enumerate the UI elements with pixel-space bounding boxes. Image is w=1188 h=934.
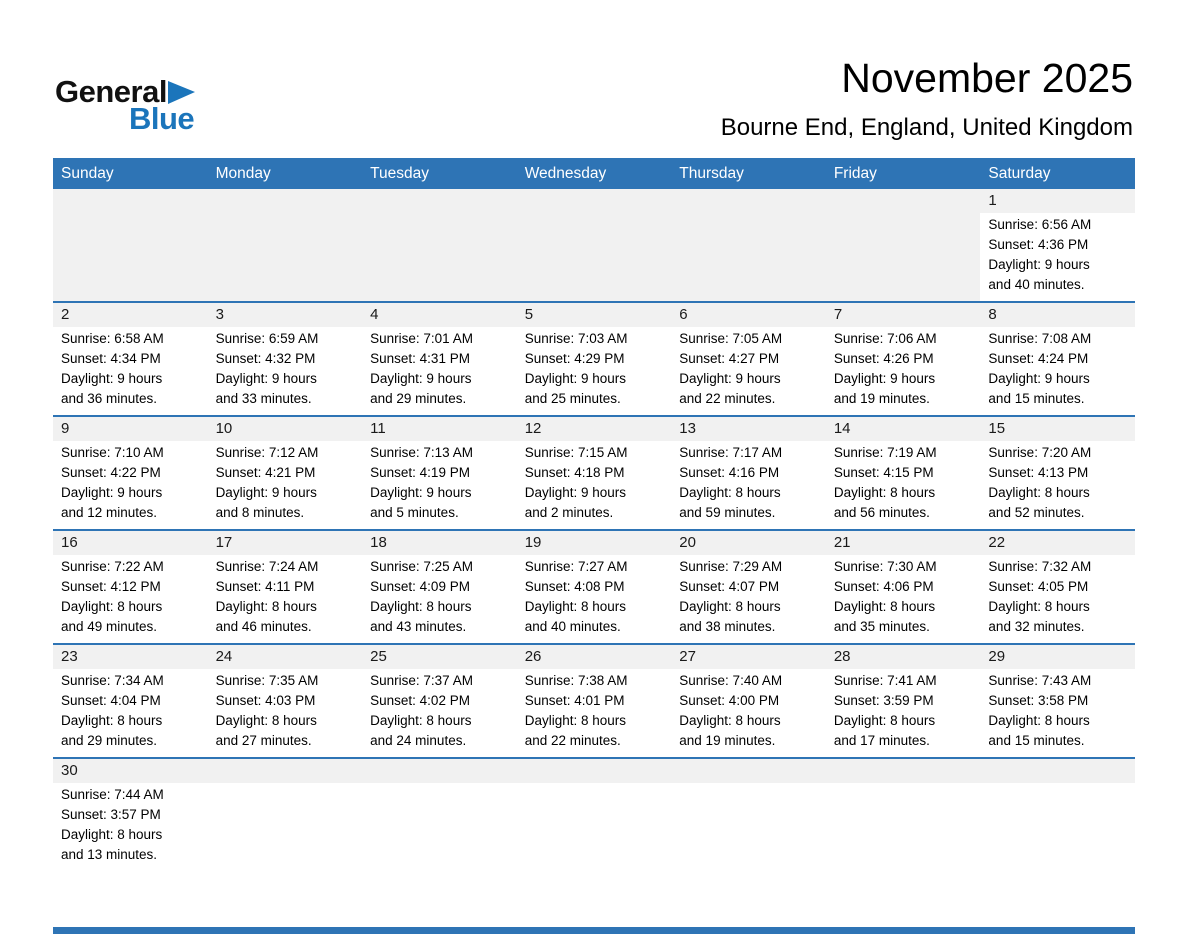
day-cell: [826, 417, 981, 529]
day-detail-line: and 59 minutes.: [679, 505, 776, 520]
day-number: [826, 759, 981, 783]
day-number: 21: [826, 531, 981, 555]
day-cell: [671, 303, 826, 415]
day-number: [980, 759, 1135, 783]
bottom-spacer: [53, 871, 1135, 927]
day-detail-line: Sunrise: 7:08 AM: [988, 331, 1092, 346]
day-detail-line: Sunset: 4:05 PM: [988, 579, 1089, 594]
day-detail-line: and 32 minutes.: [988, 619, 1085, 634]
day-detail-line: and 40 minutes.: [524, 619, 621, 634]
weekday-wednesday: Wednesday: [524, 164, 607, 182]
day-detail-line: Sunrise: 7:30 AM: [833, 559, 937, 574]
day-detail-line: and 27 minutes.: [215, 733, 312, 748]
day-detail-line: Daylight: 8 hours: [679, 713, 781, 728]
day-detail-line: Sunrise: 6:59 AM: [215, 331, 319, 346]
day-cell: [826, 303, 981, 415]
day-number: [208, 759, 363, 783]
day-detail-line: Sunrise: 7:19 AM: [833, 445, 937, 460]
day-details: [826, 555, 981, 643]
page-title: November 2025: [841, 55, 1133, 101]
day-detail-line: Daylight: 9 hours: [988, 257, 1090, 272]
day-details: [980, 783, 1135, 871]
day-detail-line: Daylight: 9 hours: [215, 485, 317, 500]
day-detail-line: Daylight: 8 hours: [833, 599, 936, 614]
day-detail-line: Sunrise: 7:29 AM: [679, 559, 783, 574]
bottom-accent-bar: [53, 927, 1135, 934]
day-details: [53, 669, 208, 757]
day-detail-line: Daylight: 8 hours: [679, 599, 781, 614]
day-number: 28: [826, 645, 981, 669]
day-number: 5: [517, 303, 672, 327]
day-detail-line: Sunrise: 7:20 AM: [988, 445, 1092, 460]
day-detail-line: and 52 minutes.: [988, 505, 1085, 520]
day-number: 26: [517, 645, 672, 669]
day-number: [362, 189, 517, 213]
day-details: [362, 327, 517, 415]
day-cell: [980, 645, 1135, 757]
day-cell: [53, 417, 208, 529]
day-details: [53, 327, 208, 415]
day-details: [980, 327, 1135, 415]
day-detail-line: and 19 minutes.: [679, 733, 776, 748]
day-detail-line: Sunrise: 6:56 AM: [988, 217, 1092, 232]
day-detail-line: and 38 minutes.: [679, 619, 776, 634]
day-details: [671, 213, 826, 301]
empty-cell: [671, 759, 826, 871]
day-detail-line: Sunset: 4:29 PM: [524, 351, 625, 366]
day-number: 27: [671, 645, 826, 669]
day-detail-line: Daylight: 8 hours: [61, 827, 163, 842]
day-detail-line: Sunrise: 7:17 AM: [679, 445, 783, 460]
day-detail-line: Daylight: 8 hours: [215, 713, 317, 728]
day-detail-line: and 40 minutes.: [988, 277, 1085, 292]
day-cell: [826, 645, 981, 757]
day-detail-line: Sunrise: 7:24 AM: [215, 559, 319, 574]
day-detail-line: Sunset: 4:13 PM: [988, 465, 1089, 480]
day-number: 10: [208, 417, 363, 441]
day-details: [517, 213, 672, 301]
day-detail-line: Sunset: 4:06 PM: [833, 579, 934, 594]
empty-cell: [362, 759, 517, 871]
day-details: [362, 555, 517, 643]
day-detail-line: Sunset: 4:00 PM: [679, 693, 780, 708]
day-details: [517, 441, 672, 529]
day-number: 22: [980, 531, 1135, 555]
day-cell: [980, 417, 1135, 529]
day-detail-line: Sunset: 4:24 PM: [988, 351, 1089, 366]
day-detail-line: Daylight: 9 hours: [370, 371, 472, 386]
weekday-sunday: Sunday: [61, 164, 114, 182]
week-row: [53, 757, 1135, 871]
day-detail-line: and 12 minutes.: [61, 505, 158, 520]
day-number: 29: [980, 645, 1135, 669]
day-details: [517, 327, 672, 415]
day-detail-line: Sunrise: 7:32 AM: [988, 559, 1092, 574]
day-detail-line: Daylight: 9 hours: [215, 371, 317, 386]
day-detail-line: and 13 minutes.: [61, 847, 158, 862]
day-detail-line: and 2 minutes.: [524, 505, 614, 520]
weekday-thursday: Thursday: [679, 164, 744, 182]
empty-cell: [208, 189, 363, 301]
day-details: [53, 555, 208, 643]
empty-cell: [517, 189, 672, 301]
day-number: [517, 189, 672, 213]
empty-cell: [980, 759, 1135, 871]
day-detail-line: Sunset: 4:26 PM: [833, 351, 934, 366]
day-detail-line: Sunset: 4:12 PM: [61, 579, 161, 594]
day-detail-line: Sunrise: 7:10 AM: [61, 445, 164, 460]
day-detail-line: Sunset: 4:09 PM: [370, 579, 470, 594]
day-detail-line: Sunrise: 7:12 AM: [215, 445, 319, 460]
day-detail-line: Sunset: 4:07 PM: [679, 579, 780, 594]
day-number: 3: [208, 303, 363, 327]
day-detail-line: and 56 minutes.: [833, 505, 930, 520]
day-detail-line: Sunset: 4:03 PM: [215, 693, 316, 708]
day-detail-line: and 15 minutes.: [988, 733, 1085, 748]
day-number: [208, 189, 363, 213]
day-detail-line: Sunset: 3:59 PM: [833, 693, 934, 708]
week-row: [53, 301, 1135, 415]
day-detail-line: Sunset: 4:15 PM: [833, 465, 934, 480]
day-details: [208, 213, 363, 301]
day-details: [980, 441, 1135, 529]
weekday-monday: Monday: [215, 164, 271, 182]
day-details: [671, 555, 826, 643]
day-detail-line: and 35 minutes.: [833, 619, 930, 634]
day-detail-line: and 25 minutes.: [524, 391, 621, 406]
day-number: 8: [980, 303, 1135, 327]
day-cell: [517, 303, 672, 415]
day-detail-line: and 19 minutes.: [833, 391, 930, 406]
empty-cell: [671, 189, 826, 301]
day-details: [826, 213, 981, 301]
day-detail-line: and 43 minutes.: [370, 619, 467, 634]
day-number: 11: [362, 417, 517, 441]
day-number: 12: [517, 417, 672, 441]
week-row: [53, 189, 1135, 301]
day-cell: [517, 645, 672, 757]
day-detail-line: and 29 minutes.: [370, 391, 467, 406]
day-number: 7: [826, 303, 981, 327]
day-number: [671, 759, 826, 783]
day-number: 1: [980, 189, 1135, 213]
day-details: [671, 669, 826, 757]
day-number: 24: [208, 645, 363, 669]
day-details: [826, 441, 981, 529]
day-number: 16: [53, 531, 208, 555]
day-detail-line: Sunrise: 7:01 AM: [370, 331, 473, 346]
day-number: 13: [671, 417, 826, 441]
day-detail-line: Daylight: 9 hours: [833, 371, 936, 386]
week-row: [53, 643, 1135, 757]
day-detail-line: Sunset: 4:08 PM: [524, 579, 625, 594]
day-detail-line: Daylight: 8 hours: [833, 485, 936, 500]
day-detail-line: Sunset: 4:01 PM: [524, 693, 625, 708]
week-row: [53, 529, 1135, 643]
day-number: 9: [53, 417, 208, 441]
day-details: [362, 213, 517, 301]
day-cell: [362, 303, 517, 415]
day-number: 14: [826, 417, 981, 441]
page-subtitle: Bourne End, England, United Kingdom: [720, 114, 1133, 141]
day-detail-line: Sunset: 4:02 PM: [370, 693, 470, 708]
day-detail-line: Daylight: 8 hours: [524, 599, 627, 614]
day-number: 30: [53, 759, 208, 783]
day-detail-line: Daylight: 8 hours: [524, 713, 627, 728]
day-detail-line: and 22 minutes.: [524, 733, 621, 748]
day-number: 19: [517, 531, 672, 555]
day-detail-line: Sunrise: 7:43 AM: [988, 673, 1092, 688]
day-detail-line: and 24 minutes.: [370, 733, 467, 748]
page-header: [53, 0, 1135, 158]
empty-cell: [208, 759, 363, 871]
day-detail-line: Sunrise: 7:15 AM: [524, 445, 628, 460]
day-cell: [53, 531, 208, 643]
day-detail-line: Sunrise: 7:22 AM: [61, 559, 164, 574]
day-detail-line: Sunset: 4:34 PM: [61, 351, 161, 366]
day-detail-line: and 22 minutes.: [679, 391, 776, 406]
day-number: 20: [671, 531, 826, 555]
calendar-grid: [53, 189, 1135, 871]
weekday-friday: Friday: [833, 164, 877, 182]
empty-cell: [826, 759, 981, 871]
day-detail-line: Sunset: 3:57 PM: [61, 807, 161, 822]
day-detail-line: and 33 minutes.: [215, 391, 312, 406]
day-cell: [362, 531, 517, 643]
logo: [55, 76, 195, 134]
day-number: 17: [208, 531, 363, 555]
day-details: [671, 327, 826, 415]
empty-cell: [362, 189, 517, 301]
day-detail-line: Sunset: 4:21 PM: [215, 465, 316, 480]
day-details: [53, 213, 208, 301]
day-detail-line: Daylight: 8 hours: [988, 713, 1090, 728]
weekday-saturday: Saturday: [988, 164, 1051, 182]
day-detail-line: Sunrise: 7:25 AM: [370, 559, 473, 574]
calendar-page: [53, 0, 1135, 934]
day-cell: [980, 189, 1135, 301]
day-details: [53, 783, 208, 871]
day-detail-line: Daylight: 8 hours: [833, 713, 936, 728]
day-details: [826, 783, 981, 871]
day-detail-line: Daylight: 9 hours: [988, 371, 1090, 386]
day-cell: [53, 303, 208, 415]
logo-text-general: General: [55, 74, 167, 109]
day-details: [671, 441, 826, 529]
day-detail-line: Sunrise: 7:06 AM: [833, 331, 937, 346]
day-detail-line: Sunset: 4:18 PM: [524, 465, 625, 480]
day-detail-line: and 49 minutes.: [61, 619, 158, 634]
day-detail-line: Sunset: 4:19 PM: [370, 465, 470, 480]
day-cell: [53, 759, 208, 871]
day-details: [517, 783, 672, 871]
empty-cell: [826, 189, 981, 301]
day-cell: [362, 417, 517, 529]
day-details: [208, 783, 363, 871]
day-cell: [362, 645, 517, 757]
weekday-header-row: [53, 158, 1135, 189]
day-detail-line: Sunset: 4:16 PM: [679, 465, 780, 480]
day-detail-line: and 5 minutes.: [370, 505, 459, 520]
day-number: 18: [362, 531, 517, 555]
day-number: [517, 759, 672, 783]
day-details: [517, 669, 672, 757]
day-number: 2: [53, 303, 208, 327]
day-number: [671, 189, 826, 213]
day-details: [671, 783, 826, 871]
day-number: 15: [980, 417, 1135, 441]
day-details: [208, 669, 363, 757]
day-details: [362, 783, 517, 871]
day-detail-line: Daylight: 8 hours: [61, 599, 163, 614]
day-cell: [517, 531, 672, 643]
day-cell: [826, 531, 981, 643]
day-detail-line: Sunset: 4:31 PM: [370, 351, 470, 366]
day-detail-line: Daylight: 9 hours: [370, 485, 472, 500]
weekday-tuesday: Tuesday: [370, 164, 430, 182]
empty-cell: [53, 189, 208, 301]
day-detail-line: Daylight: 8 hours: [679, 485, 781, 500]
day-detail-line: Sunrise: 7:38 AM: [524, 673, 628, 688]
day-details: [208, 441, 363, 529]
day-detail-line: Sunrise: 7:03 AM: [524, 331, 628, 346]
day-detail-line: Daylight: 8 hours: [61, 713, 163, 728]
day-number: 23: [53, 645, 208, 669]
day-detail-line: Sunrise: 7:05 AM: [679, 331, 783, 346]
day-number: 6: [671, 303, 826, 327]
day-detail-line: Sunset: 4:04 PM: [61, 693, 161, 708]
day-details: [826, 669, 981, 757]
day-detail-line: Sunset: 4:27 PM: [679, 351, 780, 366]
day-details: [980, 555, 1135, 643]
day-cell: [208, 531, 363, 643]
day-detail-line: Daylight: 9 hours: [61, 485, 163, 500]
day-detail-line: and 8 minutes.: [215, 505, 305, 520]
day-detail-line: and 17 minutes.: [833, 733, 930, 748]
day-number: 25: [362, 645, 517, 669]
day-detail-line: and 36 minutes.: [61, 391, 158, 406]
day-cell: [517, 417, 672, 529]
day-detail-line: Sunset: 4:22 PM: [61, 465, 161, 480]
day-detail-line: Daylight: 9 hours: [524, 371, 627, 386]
day-details: [980, 669, 1135, 757]
day-detail-line: Daylight: 9 hours: [524, 485, 627, 500]
day-details: [826, 327, 981, 415]
day-cell: [208, 645, 363, 757]
day-details: [208, 327, 363, 415]
day-detail-line: and 15 minutes.: [988, 391, 1085, 406]
day-number: [53, 189, 208, 213]
day-details: [362, 441, 517, 529]
day-detail-line: Sunrise: 6:58 AM: [61, 331, 164, 346]
day-detail-line: Daylight: 8 hours: [988, 599, 1090, 614]
title-block: [720, 55, 1133, 142]
day-detail-line: Sunrise: 7:44 AM: [61, 787, 164, 802]
day-detail-line: Daylight: 8 hours: [370, 599, 472, 614]
day-details: [980, 213, 1135, 301]
day-detail-line: Daylight: 8 hours: [370, 713, 472, 728]
day-detail-line: Sunset: 4:11 PM: [215, 579, 315, 594]
day-cell: [208, 303, 363, 415]
day-cell: [980, 303, 1135, 415]
day-detail-line: Sunrise: 7:13 AM: [370, 445, 473, 460]
day-details: [362, 669, 517, 757]
day-detail-line: Sunset: 4:32 PM: [215, 351, 316, 366]
week-row: [53, 415, 1135, 529]
day-detail-line: Daylight: 9 hours: [679, 371, 781, 386]
day-detail-line: Sunset: 3:58 PM: [988, 693, 1089, 708]
day-details: [517, 555, 672, 643]
day-detail-line: Daylight: 8 hours: [988, 485, 1090, 500]
day-details: [208, 555, 363, 643]
day-cell: [980, 531, 1135, 643]
day-detail-line: Daylight: 8 hours: [215, 599, 317, 614]
empty-cell: [517, 759, 672, 871]
day-number: [826, 189, 981, 213]
day-detail-line: and 29 minutes.: [61, 733, 158, 748]
day-detail-line: Sunset: 4:36 PM: [988, 237, 1089, 252]
day-number: [362, 759, 517, 783]
day-cell: [671, 531, 826, 643]
day-detail-line: and 46 minutes.: [215, 619, 312, 634]
day-detail-line: Sunrise: 7:35 AM: [215, 673, 319, 688]
day-cell: [208, 417, 363, 529]
day-number: 4: [362, 303, 517, 327]
day-detail-line: Sunrise: 7:40 AM: [679, 673, 783, 688]
day-details: [53, 441, 208, 529]
day-detail-line: Sunrise: 7:34 AM: [61, 673, 164, 688]
day-detail-line: Sunrise: 7:27 AM: [524, 559, 628, 574]
day-detail-line: Daylight: 9 hours: [61, 371, 163, 386]
logo-text-blue: Blue: [129, 101, 195, 136]
day-detail-line: Sunrise: 7:37 AM: [370, 673, 473, 688]
day-cell: [671, 645, 826, 757]
day-cell: [53, 645, 208, 757]
day-detail-line: Sunrise: 7:41 AM: [833, 673, 937, 688]
day-cell: [671, 417, 826, 529]
